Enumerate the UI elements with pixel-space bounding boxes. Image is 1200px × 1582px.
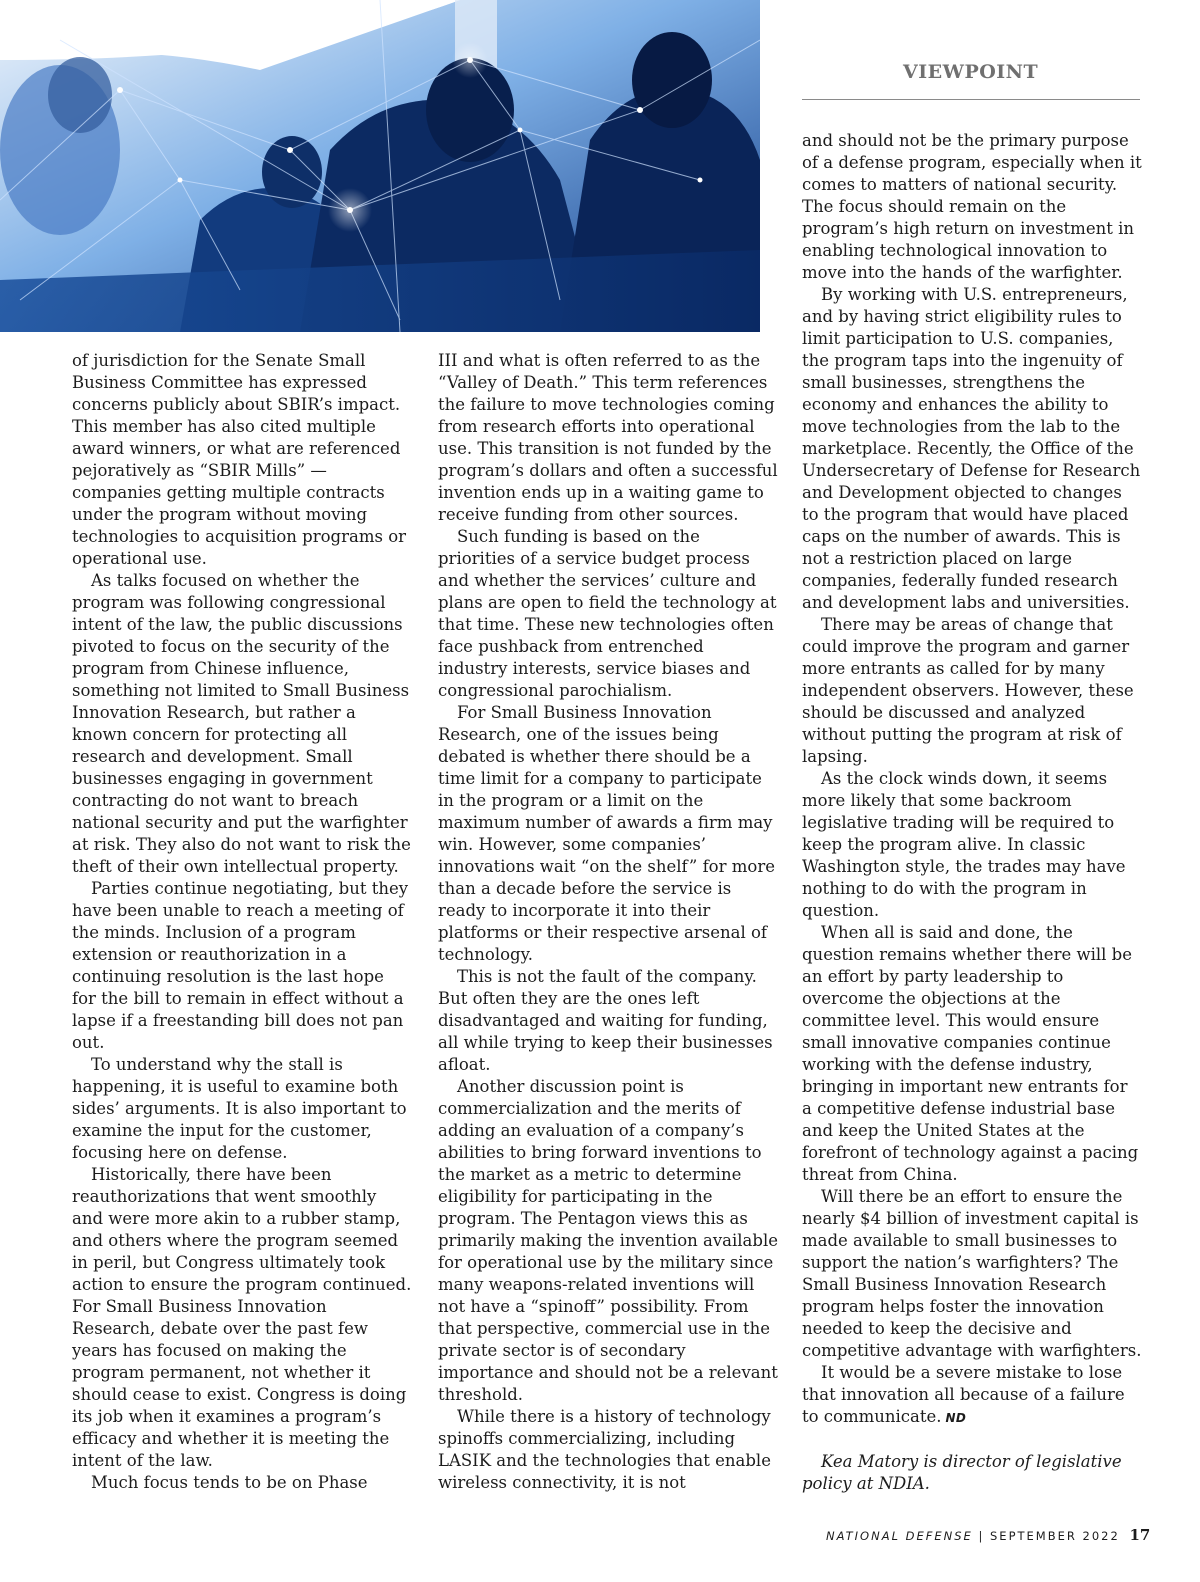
paragraph: There may be areas of change that could improve the program and garner more entrants as called for by many independent observers. However, these should be discussed and analyzed without putting the program at risk of lapsing. bbox=[802, 615, 1134, 766]
paragraph: For Small Business Innovation Research, one of the issues being debated is whether there should be a time limit for a company to participate in the program or a limit on the maximum number of awards a firm may win. However, some companies’ innovations wait “on the shelf” for more than a decade before the service is ready to incorporate it into their platforms or their respective arsenal of technology. bbox=[438, 703, 775, 964]
paragraph: Much focus tends to be on Phase bbox=[91, 1473, 368, 1492]
publication-name: NATIONAL DEFENSE bbox=[826, 1529, 973, 1543]
page-footer bbox=[826, 1526, 1150, 1544]
article-column-3 bbox=[802, 130, 1142, 1495]
hero-photo bbox=[0, 0, 760, 332]
paragraph: Parties continue negotiating, but they have been unable to reach a meeting of the minds. Inclusion of a program extension or reauthorization in a continuing resolution is the last hope for the bill to remain in effect without a lapse if a freestanding bill does not pan out. bbox=[72, 879, 409, 1052]
paragraph: Another discussion point is commercialization and the merits of adding an evaluation of a company’s abilities to bring forward inventions to the market as a metric to determine eligibility for participating in the program. The Pentagon views this as primarily making the invention available for operational use by the military since many weapons-related inventions will not have a “spinoff” possibility. From that perspective, commercial use in the private sector is of secondary importance and should not be a relevant threshold. bbox=[438, 1077, 778, 1404]
paragraph: and should not be the primary purpose of a defense program, especially when it comes to matters of national security. The focus should remain on the program’s high return on investment in enabling technological innovation to move into the hands of the warfighter. bbox=[802, 131, 1142, 282]
paragraph: Historically, there have been reauthorizations that went smoothly and were more akin to a rubber stamp, and others where the program seemed in peril, but Congress ultimately took action to ensure the program continued. For Small Business Innovation Research, debate over the past few years has focused on making the program permanent, not whether it should cease to exist. Congress is doing its job when it examines a program’s efficacy and whether it is meeting the intent of the law. bbox=[72, 1165, 412, 1470]
page-number: 17 bbox=[1129, 1526, 1151, 1544]
footer-separator: | bbox=[978, 1529, 985, 1543]
paragraph-text: It would be a severe mistake to lose that innovation all because of a failure to communicate. bbox=[802, 1363, 1125, 1426]
paragraph: This is not the fault of the company. But often they are the ones left disadvantaged and waiting for funding, all while trying to keep their businesses afloat. bbox=[438, 967, 773, 1074]
paragraph: Will there be an effort to ensure the nearly $4 billion of investment capital is made available to small businesses to support the nation’s warfighters? The Small Business Innovation Research program helps foster the innovation needed to keep the decisive and competitive advantage with warfighters. bbox=[802, 1187, 1142, 1360]
section-label: VIEWPOINT bbox=[903, 61, 1039, 83]
article-column-1 bbox=[72, 350, 412, 1494]
paragraph bbox=[802, 1362, 1142, 1429]
end-mark: ND bbox=[945, 1411, 967, 1425]
paragraph: While there is a history of technology spinoffs commercializing, including LASIK and the technologies that enable wireless connectivity, it is not bbox=[438, 1407, 771, 1492]
paragraph: As talks focused on whether the program was following congressional intent of the law, the public discussions pivoted to focus on the security of the program from Chinese influence, something not limited to Small Business Innovation Research, but rather a known concern for protecting all research and development. Small businesses engaging in government contracting do not want to breach national security and put the warfighter at risk. They also do not want to risk the theft of their own intellectual property. bbox=[72, 571, 411, 876]
paragraph: As the clock winds down, it seems more likely that some backroom legislative trading will be required to keep the program alive. In classic Washington style, the trades may have nothing to do with the program in question. bbox=[802, 769, 1126, 920]
paragraph: of jurisdiction for the Senate Small Business Committee has expressed concerns publicly about SBIR’s impact. This member has also cited multiple award winners, or what are referenced pejoratively as “SBIR Mills” — companies getting multiple contracts under the program without moving technologies to acquisition programs or operational use. bbox=[72, 351, 407, 568]
article-column-2 bbox=[438, 350, 778, 1494]
issue-date: SEPTEMBER 2022 bbox=[990, 1529, 1120, 1543]
paragraph: Such funding is based on the priorities of a service budget process and whether the services’ culture and plans are open to field the technology at that time. These new technologies often face pushback from entrenched industry interests, service biases and congressional parochialism. bbox=[438, 527, 777, 700]
paragraph: III and what is often referred to as the “Valley of Death.” This term references the failure to move technologies coming from research efforts into operational use. This transition is not funded by the program’s dollars and often a successful invention ends up in a waiting game to receive funding from other sources. bbox=[438, 351, 778, 524]
paragraph: By working with U.S. entrepreneurs, and by having strict eligibility rules to limit participation to U.S. companies, the program taps into the ingenuity of small businesses, strengthens the economy and enhances the ability to move technologies from the lab to the marketplace. Recently, the Office of the Undersecretary of Defense for Research and Development objected to changes to the program that would have placed caps on the number of awards. This is not a restriction placed on large companies, federally funded research and development labs and universities. bbox=[802, 285, 1141, 612]
paragraph: To understand why the stall is happening, it is useful to examine both sides’ arguments. It is also important to examine the input for the customer, focusing here on defense. bbox=[72, 1055, 407, 1162]
author-bio: Kea Matory is director of legislative policy at NDIA. bbox=[802, 1452, 1122, 1493]
section-divider bbox=[802, 99, 1140, 100]
paragraph: When all is said and done, the question remains whether there will be an effort by party leadership to overcome the objections at the committee level. This would ensure small innovative companies continue working with the defense industry, bringing in important new entrants for a competitive defense industrial base and keep the United States at the forefront of technology against a pacing threat from China. bbox=[802, 923, 1139, 1184]
meeting-photo-illustration bbox=[0, 0, 760, 332]
